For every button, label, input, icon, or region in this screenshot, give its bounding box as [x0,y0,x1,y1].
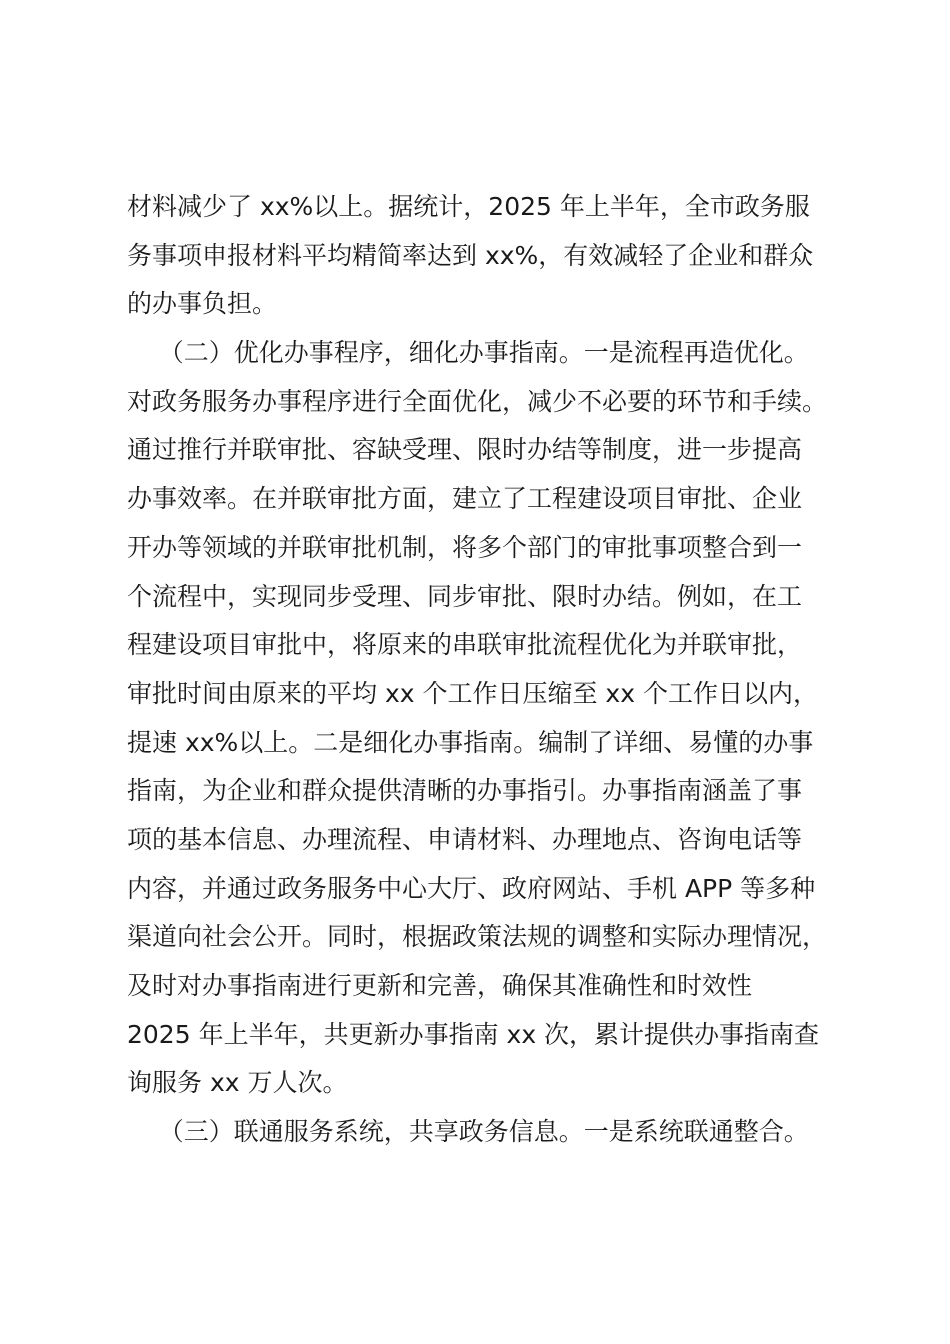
text-line: 务事项申报材料平均精简率达到 xx%，有效减轻了企业和群众 [127,240,814,270]
text-line: 2025 年上半年，共更新办事指南 xx 次，累计提供办事指南查 [127,1019,820,1049]
text-line: 材料减少了 xx%以上。据统计，2025 年上半年，全市政务服 [127,192,810,221]
text-line: 开办等领域的并联审批机制，将多个部门的审批事项整合到一 [127,532,803,562]
section-heading-3: （三）联通服务系统，共享政务信息。一是系统联通整合。 [127,1117,809,1147]
text-line: 程建设项目审批中，将原来的串联审批流程优化为并联审批， [127,630,803,660]
body-text [127,183,862,1157]
text-line: 内容，并通过政务服务中心大厅、政府网站、手机 APP 等多种 [127,873,816,903]
text-line: 办事效率。在并联审批方面，建立了工程建设项目审批、企业 [127,484,803,514]
text-line: 审批时间由原来的平均 xx 个工作日压缩至 xx 个工作日以内， [127,678,818,708]
text-line: 对政务服务办事程序进行全面优化，减少不必要的环节和手续。 [127,386,828,416]
text-line: 的办事负担。 [127,289,278,319]
text-line: 个流程中，实现同步受理、同步审批、限时办结。例如，在工 [127,581,803,611]
text-line: 询服务 xx 万人次。 [127,1068,348,1098]
text-line: 项的基本信息、办理流程、申请材料、办理地点、咨询电话等 [127,824,803,854]
text-line: 通过推行并联审批、容缺受理、限时办结等制度，进一步提高 [127,435,803,465]
text-line: 提速 xx%以上。二是细化办事指南。编制了详细、易懂的办事 [127,727,814,757]
text-line: 渠道向社会公开。同时，根据政策法规的调整和实际办理情况， [127,922,828,952]
text-line: 指南，为企业和群众提供清晰的办事指引。办事指南涵盖了事 [127,776,803,806]
text-line: 及时对办事指南进行更新和完善，确保其准确性和时效性 [127,971,753,1000]
section-heading-2: （二）优化办事程序，细化办事指南。一是流程再造优化。 [127,338,809,368]
